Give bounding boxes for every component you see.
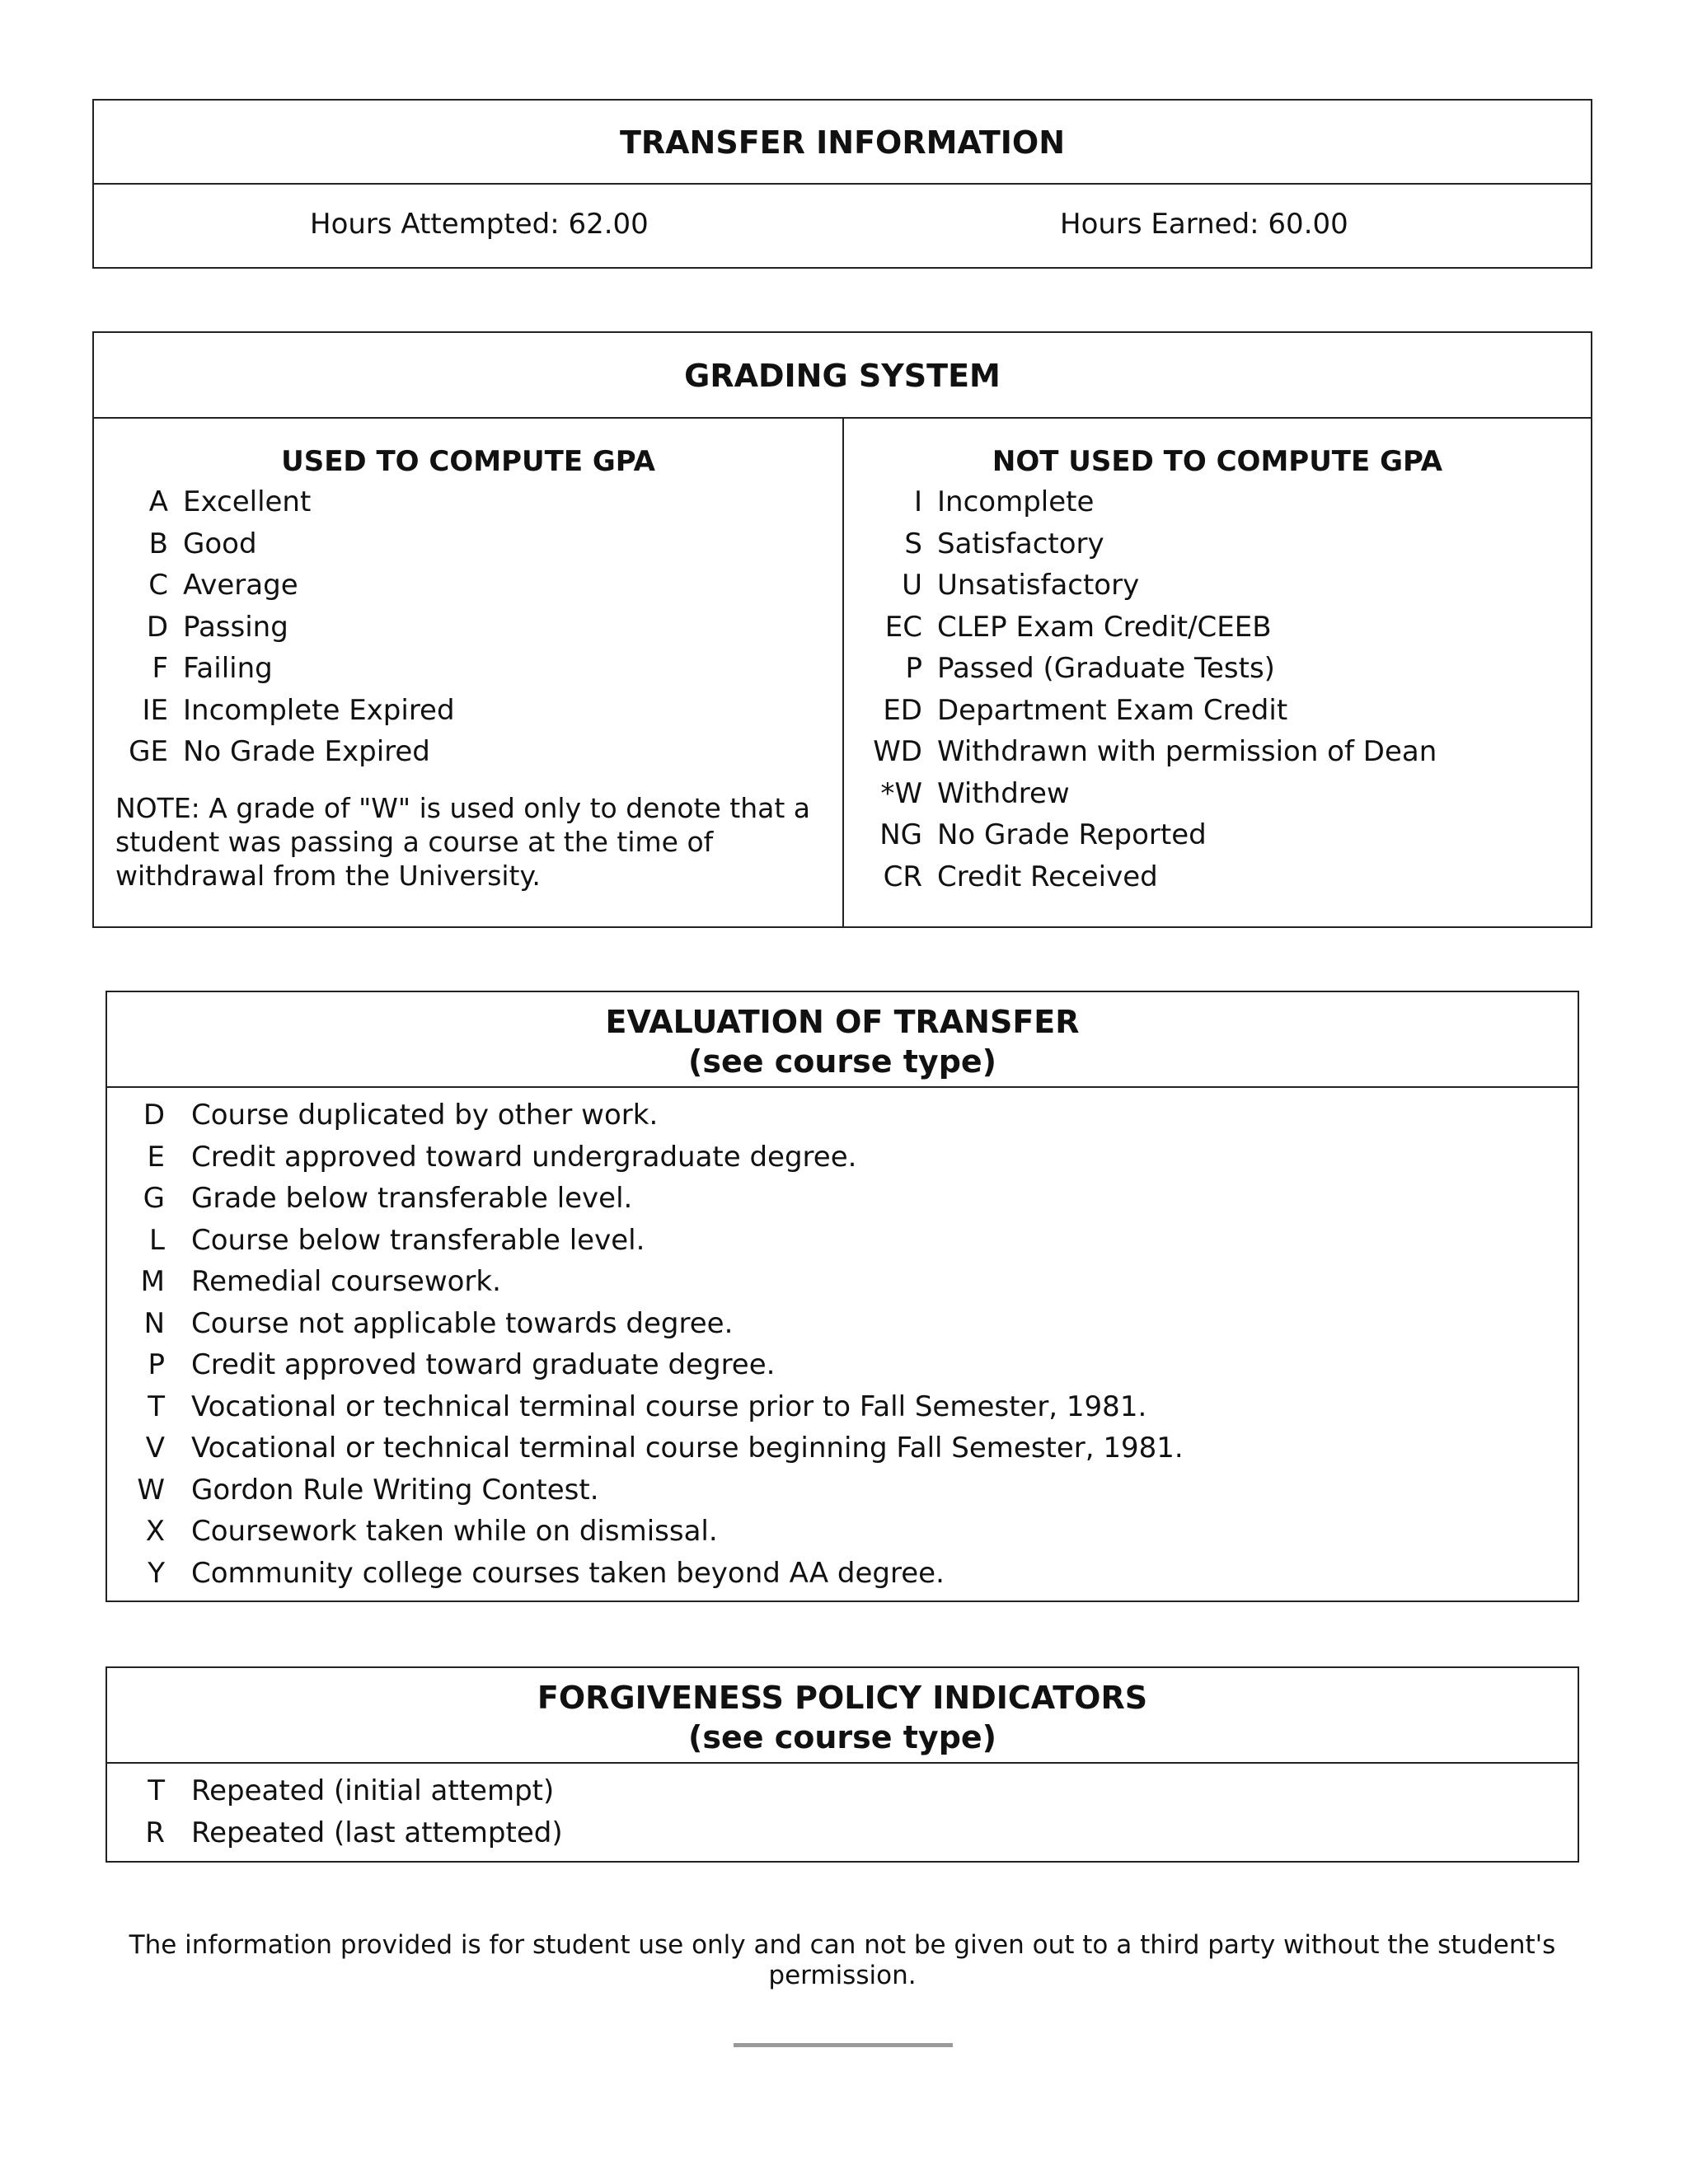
item-code: L bbox=[149, 1223, 165, 1257]
item-description: No Grade Expired bbox=[183, 735, 430, 768]
list-item bbox=[107, 1303, 1578, 1345]
list-item bbox=[107, 1344, 1578, 1386]
item-code: D bbox=[143, 1099, 165, 1132]
item-code: C bbox=[148, 569, 168, 602]
list-item bbox=[107, 1386, 1578, 1428]
list-item bbox=[107, 1261, 1578, 1303]
list-item bbox=[844, 690, 1591, 732]
item-description: Credit approved toward graduate degree. bbox=[191, 1348, 776, 1381]
item-code: X bbox=[145, 1515, 165, 1548]
item-code: EC bbox=[884, 610, 922, 644]
list-item bbox=[844, 731, 1591, 773]
forgiveness-list bbox=[107, 1770, 1578, 1854]
item-code: G bbox=[143, 1182, 165, 1215]
item-code: CR bbox=[883, 860, 922, 893]
list-item bbox=[107, 1427, 1578, 1469]
item-code: S bbox=[904, 527, 922, 560]
item-code: R bbox=[145, 1816, 165, 1849]
not-used-gpa-list bbox=[844, 481, 1591, 898]
list-item bbox=[844, 648, 1591, 690]
list-item bbox=[844, 607, 1591, 649]
item-description: Unsatisfactory bbox=[937, 569, 1140, 602]
item-description: Department Exam Credit bbox=[937, 693, 1288, 727]
evaluation-list bbox=[107, 1094, 1578, 1594]
item-code: T bbox=[148, 1774, 165, 1807]
item-code: D bbox=[146, 610, 168, 644]
item-description: No Grade Reported bbox=[937, 818, 1207, 851]
list-item bbox=[94, 731, 842, 773]
privacy-footer-text: The information provided is for student use only and can not be given out to a third party without the student's permission. bbox=[129, 1930, 1556, 1990]
used-gpa-list bbox=[94, 481, 842, 773]
list-item bbox=[107, 1553, 1578, 1595]
item-description: Course duplicated by other work. bbox=[191, 1099, 659, 1132]
list-item bbox=[94, 607, 842, 649]
list-item bbox=[844, 856, 1591, 898]
transfer-title: TRANSFER INFORMATION bbox=[94, 101, 1591, 185]
item-description: Gordon Rule Writing Contest. bbox=[191, 1473, 599, 1507]
item-description: Vocational or technical terminal course beginning Fall Semester, 1981. bbox=[191, 1432, 1184, 1465]
transfer-information-section bbox=[92, 99, 1592, 269]
list-item bbox=[94, 481, 842, 523]
item-code: P bbox=[148, 1348, 165, 1381]
item-description: CLEP Exam Credit/CEEB bbox=[937, 610, 1272, 644]
grading-title: GRADING SYSTEM bbox=[94, 333, 1591, 419]
item-description: Grade below transferable level. bbox=[191, 1182, 633, 1215]
evaluation-header bbox=[107, 992, 1578, 1088]
not-used-gpa-column bbox=[844, 419, 1591, 926]
item-code: A bbox=[148, 485, 168, 518]
item-code: B bbox=[148, 527, 168, 560]
item-code: ED bbox=[883, 693, 922, 727]
item-description: Satisfactory bbox=[937, 527, 1104, 560]
forgiveness-title: FORGIVENESS POLICY INDICATORS bbox=[537, 1680, 1148, 1716]
item-code: NG bbox=[879, 818, 922, 851]
forgiveness-header bbox=[107, 1668, 1578, 1764]
item-code: WD bbox=[873, 735, 922, 768]
list-item bbox=[844, 814, 1591, 856]
item-description: Withdrawn with permission of Dean bbox=[937, 735, 1437, 768]
list-item bbox=[107, 1812, 1578, 1854]
used-gpa-heading: USED TO COMPUTE GPA bbox=[281, 445, 655, 478]
item-description: Course below transferable level. bbox=[191, 1223, 645, 1257]
item-description: Repeated (initial attempt) bbox=[191, 1774, 555, 1807]
hours-earned: Hours Earned: 60.00 bbox=[1060, 208, 1348, 241]
hours-attempted: Hours Attempted: 62.00 bbox=[310, 208, 649, 241]
withdrawal-note: NOTE: A grade of "W" is used only to denote that a student was passing a course at the time of withdrawal from the University. bbox=[115, 791, 811, 892]
item-description: Good bbox=[183, 527, 257, 560]
forgiveness-subtitle: (see course type) bbox=[687, 1719, 997, 1755]
item-code: M bbox=[140, 1265, 165, 1298]
list-item bbox=[94, 690, 842, 732]
list-item bbox=[94, 523, 842, 565]
item-code: *W bbox=[880, 776, 922, 810]
item-description: Remedial coursework. bbox=[191, 1265, 501, 1298]
item-code: W bbox=[137, 1473, 165, 1507]
item-description: Credit Received bbox=[937, 860, 1158, 893]
item-description: Vocational or technical terminal course prior to Fall Semester, 1981. bbox=[191, 1390, 1147, 1423]
footer-divider bbox=[734, 2043, 953, 2047]
item-description: Community college courses taken beyond AA degree. bbox=[191, 1556, 945, 1590]
list-item bbox=[107, 1770, 1578, 1812]
item-description: Excellent bbox=[183, 485, 312, 518]
evaluation-subtitle: (see course type) bbox=[687, 1043, 997, 1080]
evaluation-title: EVALUATION OF TRANSFER bbox=[605, 1004, 1080, 1040]
item-description: Credit approved toward undergraduate degree. bbox=[191, 1140, 857, 1174]
list-item bbox=[844, 773, 1591, 815]
item-description: Withdrew bbox=[937, 776, 1070, 810]
not-used-gpa-heading: NOT USED TO COMPUTE GPA bbox=[992, 445, 1443, 478]
item-description: Repeated (last attempted) bbox=[191, 1816, 563, 1849]
item-code: E bbox=[147, 1140, 165, 1174]
item-code: F bbox=[152, 652, 168, 685]
item-code: Y bbox=[148, 1556, 165, 1590]
list-item bbox=[107, 1469, 1578, 1511]
item-code: P bbox=[905, 652, 922, 685]
item-code: U bbox=[902, 569, 922, 602]
item-description: Failing bbox=[183, 652, 273, 685]
list-item bbox=[94, 648, 842, 690]
item-description: Passed (Graduate Tests) bbox=[937, 652, 1275, 685]
used-gpa-column bbox=[94, 419, 844, 926]
list-item bbox=[844, 481, 1591, 523]
grading-system-section bbox=[92, 331, 1592, 928]
list-item bbox=[107, 1178, 1578, 1220]
list-item bbox=[94, 565, 842, 607]
item-description: Coursework taken while on dismissal. bbox=[191, 1515, 718, 1548]
list-item bbox=[844, 523, 1591, 565]
list-item bbox=[107, 1511, 1578, 1553]
item-description: Average bbox=[183, 569, 298, 602]
item-code: GE bbox=[129, 735, 168, 768]
item-code: T bbox=[148, 1390, 165, 1423]
item-description: Incomplete bbox=[937, 485, 1095, 518]
item-code: N bbox=[143, 1306, 165, 1340]
item-description: Course not applicable towards degree. bbox=[191, 1306, 734, 1340]
list-item bbox=[107, 1220, 1578, 1262]
item-description: Incomplete Expired bbox=[183, 693, 455, 727]
list-item bbox=[107, 1137, 1578, 1179]
list-item bbox=[844, 565, 1591, 607]
item-code: I bbox=[913, 485, 922, 518]
item-code: IE bbox=[142, 693, 168, 727]
list-item bbox=[107, 1094, 1578, 1137]
evaluation-of-transfer-section bbox=[106, 991, 1579, 1602]
forgiveness-policy-section bbox=[106, 1666, 1579, 1863]
item-code: V bbox=[145, 1432, 165, 1465]
item-description: Passing bbox=[183, 610, 288, 644]
